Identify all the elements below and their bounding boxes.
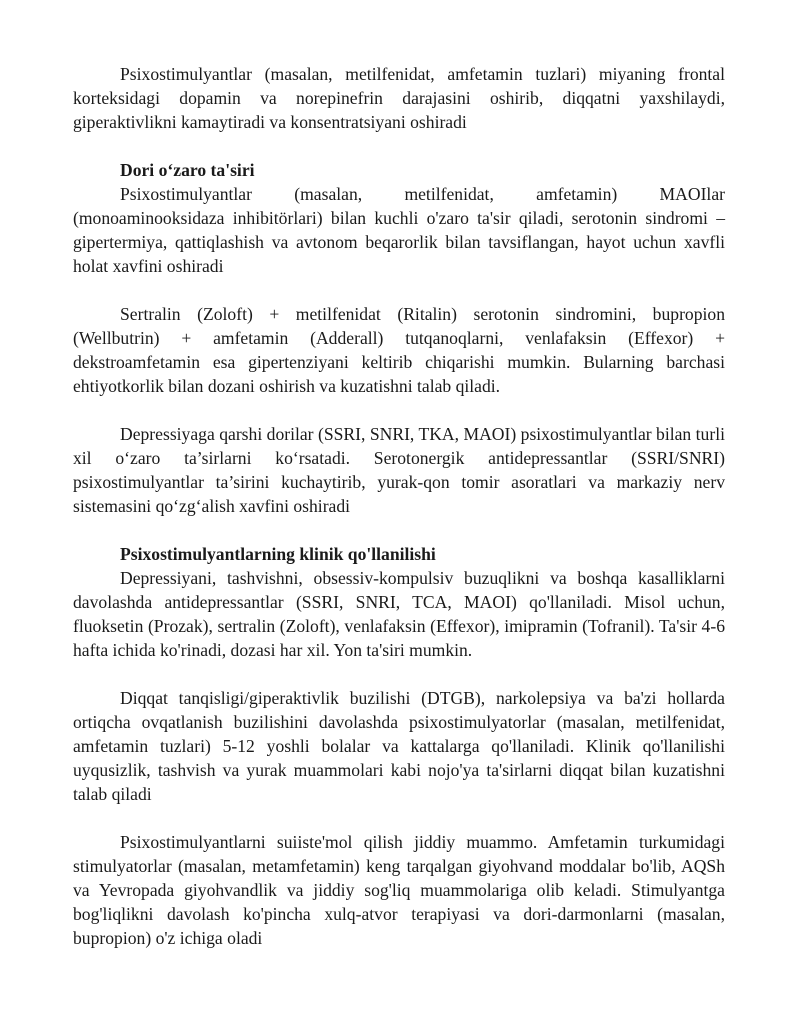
spacer xyxy=(73,518,725,542)
spacer xyxy=(73,398,725,422)
spacer xyxy=(73,278,725,302)
paragraph-mechanism: Psixostimulyantlar (masalan, metilfenidat, amfetamin tuzlari) miyaning frontal korteksidagi dopamin va norepinefrin darajasini oshirib, diqqatni yaxshilaydi, giperaktivlikni kamaytiradi va konsentratsiyani oshiradi xyxy=(73,64,725,132)
heading-clinical-use: Psixostimulyantlarning klinik qo'llanilishi xyxy=(120,544,436,564)
paragraph-combination-risks: Sertralin (Zoloft) + metilfenidat (Ritalin) serotonin sindromini, bupropion (Wellbutrin) + amfetamin (Adderall) tutqanoqlarni, venlafaksin (Effexor) + dekstroamfetamin esa gipertenziyani keltirib chiqarishi mumkin. Bularning barchasi ehtiyotkorlik bilan dozani oshirish va kuzatishni talab qiladi. xyxy=(73,304,725,396)
document-page xyxy=(73,62,725,950)
heading-drug-interactions: Dori o‘zaro ta'siri xyxy=(120,160,255,180)
paragraph-antidepressant-interactions: Depressiyaga qarshi dorilar (SSRI, SNRI, TKA, MAOI) psixostimulyantlar bilan turli xil o‘zaro ta’sirlarni ko‘rsatadi. Serotonergik antidepressantlar (SSRI/SNRI) psixostimulyantlar ta’sirini kuchaytirib, yurak-qon tomir asoratlari va markaziy nerv sistemasini qo‘zg‘alish xavfini oshiradi xyxy=(73,424,725,516)
spacer xyxy=(73,134,725,158)
paragraph-maoi-interaction: Psixostimulyantlar (masalan, metilfenidat, amfetamin) MAOIlar (monoaminooksidaza inhibitörlari) bilan kuchli o'zaro ta'sir qiladi, serotonin sindromi – gipertermiya, qattiqlashish va avtonom beqarorlik bilan tavsiflangan, hayot uchun xavfli holat xavfini oshiradi xyxy=(73,184,725,276)
spacer xyxy=(73,662,725,686)
paragraph-adhd-treatment: Diqqat tanqisligi/giperaktivlik buzilishi (DTGB), narkolepsiya va ba'zi hollarda ortiqcha ovqatlanish buzilishini davolashda psixostimulyatorlar (masalan, metilfenidat, amfetamin tuzlari) 5-12 yoshli bolalar va kattalarga qo'llaniladi. Klinik qo'llanilishi uyqusizlik, tashvish va yurak muammolari kabi nojo'ya ta'sirlarni diqqat bilan kuzatishni talab qiladi xyxy=(73,688,725,804)
paragraph-abuse: Psixostimulyantlarni suiiste'mol qilish jiddiy muammo. Amfetamin turkumidagi stimulyatorlar (masalan, metamfetamin) keng tarqalgan giyohvand moddalar bo'lib, AQSh va Yevropada giyohvandlik va jiddiy sog'liq muammolariga olib keladi. Stimulyantga bog'liqlikni davolash ko'pincha xulq-atvor terapiyasi va dori-darmonlarni (masalan, bupropion) o'z ichiga oladi xyxy=(73,832,725,948)
paragraph-antidepressant-use: Depressiyani, tashvishni, obsessiv-kompulsiv buzuqlikni va boshqa kasalliklarni davolashda antidepressantlar (SSRI, SNRI, TCA, MAOI) qo'llaniladi. Misol uchun, fluoksetin (Prozak), sertralin (Zoloft), venlafaksin (Effexor), imipramin (Tofranil). Ta'sir 4-6 hafta ichida ko'rinadi, dozasi har xil. Yon ta'siri mumkin. xyxy=(73,568,725,660)
spacer xyxy=(73,806,725,830)
